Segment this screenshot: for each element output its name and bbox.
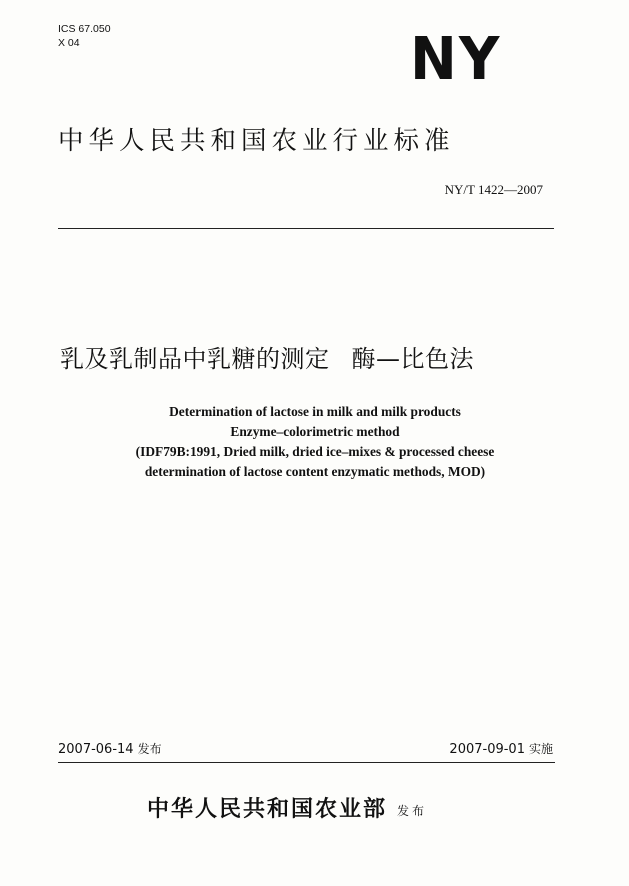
top-divider bbox=[58, 228, 554, 229]
implementation-label: 实施 bbox=[528, 742, 553, 756]
english-title bbox=[30, 402, 600, 482]
standard-type-title: 中华人民共和国农业行业标准 bbox=[58, 126, 455, 156]
chinese-title-main: 乳及乳制品中乳糖的测定 bbox=[60, 345, 330, 373]
implementation-date-value: 2007-09-01 bbox=[449, 742, 525, 757]
english-title-line: Determination of lactose in milk and milk products bbox=[169, 404, 461, 419]
chinese-title bbox=[60, 342, 580, 376]
chinese-title-method: 酶—比色法 bbox=[351, 345, 474, 373]
english-title-line: (IDF79B:1991, Dried milk, dried ice–mixes & processed cheese bbox=[135, 444, 495, 459]
classification-codes bbox=[58, 22, 111, 50]
standard-code: NY/T 1422—2007 bbox=[444, 182, 543, 197]
english-title-line: determination of lactose content enzymatic methods, MOD) bbox=[144, 464, 486, 479]
issue-date bbox=[58, 740, 162, 757]
issue-label: 发布 bbox=[137, 742, 162, 756]
issue-date-value: 2007-06-14 bbox=[58, 742, 134, 757]
implementation-date bbox=[449, 740, 553, 757]
ny-logo: NY bbox=[410, 25, 502, 94]
publisher bbox=[147, 792, 427, 823]
ics-code: ICS 67.050 bbox=[58, 23, 111, 35]
publisher-action: 发布 bbox=[397, 803, 428, 818]
bottom-divider bbox=[58, 762, 555, 763]
ccs-code: X 04 bbox=[58, 37, 80, 49]
english-title-line: Enzyme–colorimetric method bbox=[230, 424, 400, 439]
publisher-name: 中华人民共和国农业部 bbox=[147, 796, 388, 822]
